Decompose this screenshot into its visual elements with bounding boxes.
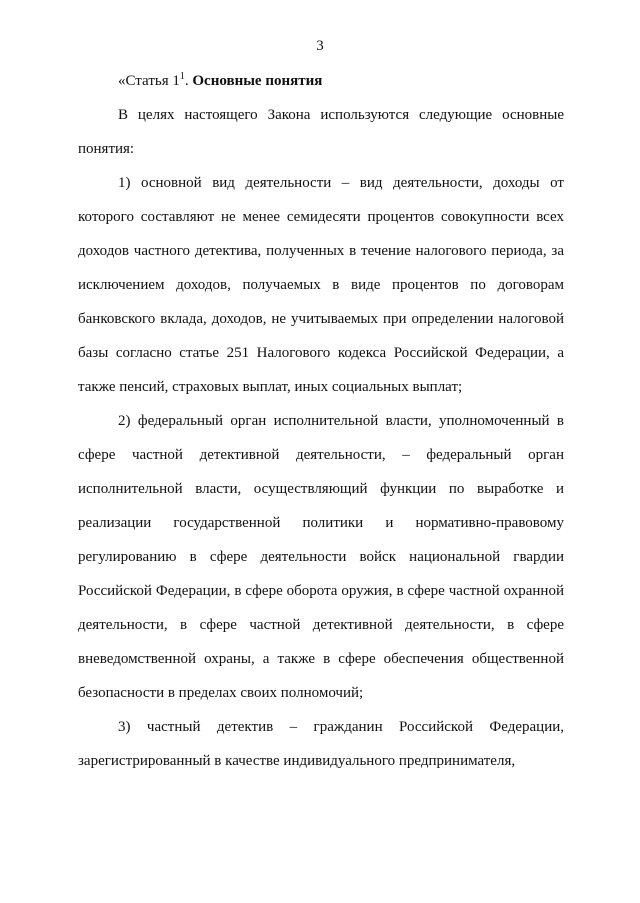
article-heading-title: Основные понятия — [192, 73, 323, 89]
document-body — [78, 64, 564, 778]
article-heading-dot: . — [184, 73, 189, 89]
article-heading-prefix: «Статья 1 — [118, 73, 180, 89]
page-number: 3 — [316, 38, 324, 54]
paragraph-definition-3: 3) частный детектив – гражданин Российской Федерации, зарегистрированный в качестве индивидуального предпринимателя, — [78, 719, 564, 769]
paragraph-definition-1: 1) основной вид деятельности – вид деятельности, доходы от которого составляют не менее семидесяти процентов совокупности всех доходов частного детектива, полученных в течение налогового периода, за исключением доходов, получаемых в виде процентов по договорам банковского вклада, доходов, не учитываемых при определении налоговой базы согласно статье 251 Налогового кодекса Российской Федерации, а также пенсий, страховых выплат, иных социальных выплат; — [78, 175, 564, 395]
article-heading — [78, 64, 564, 98]
paragraph-definition-2: 2) федеральный орган исполнительной власти, уполномоченный в сфере частной детективной деятельности, – федеральный орган исполнительной власти, осуществляющий функции по выработке и реализации государственной политики и нормативно-правовому регулированию в сфере деятельности войск национальной гвардии Российской Федерации, в сфере оборота оружия, в сфере частной охранной деятельности, в сфере частной детективной деятельности, в сфере вневедомственной охраны, а также в сфере обеспечения общественной безопасности в пределах своих полномочий; — [78, 413, 564, 701]
article-heading-superscript: 1 — [179, 71, 185, 82]
paragraph-intro: В целях настоящего Закона используются следующие основные понятия: — [78, 107, 564, 157]
